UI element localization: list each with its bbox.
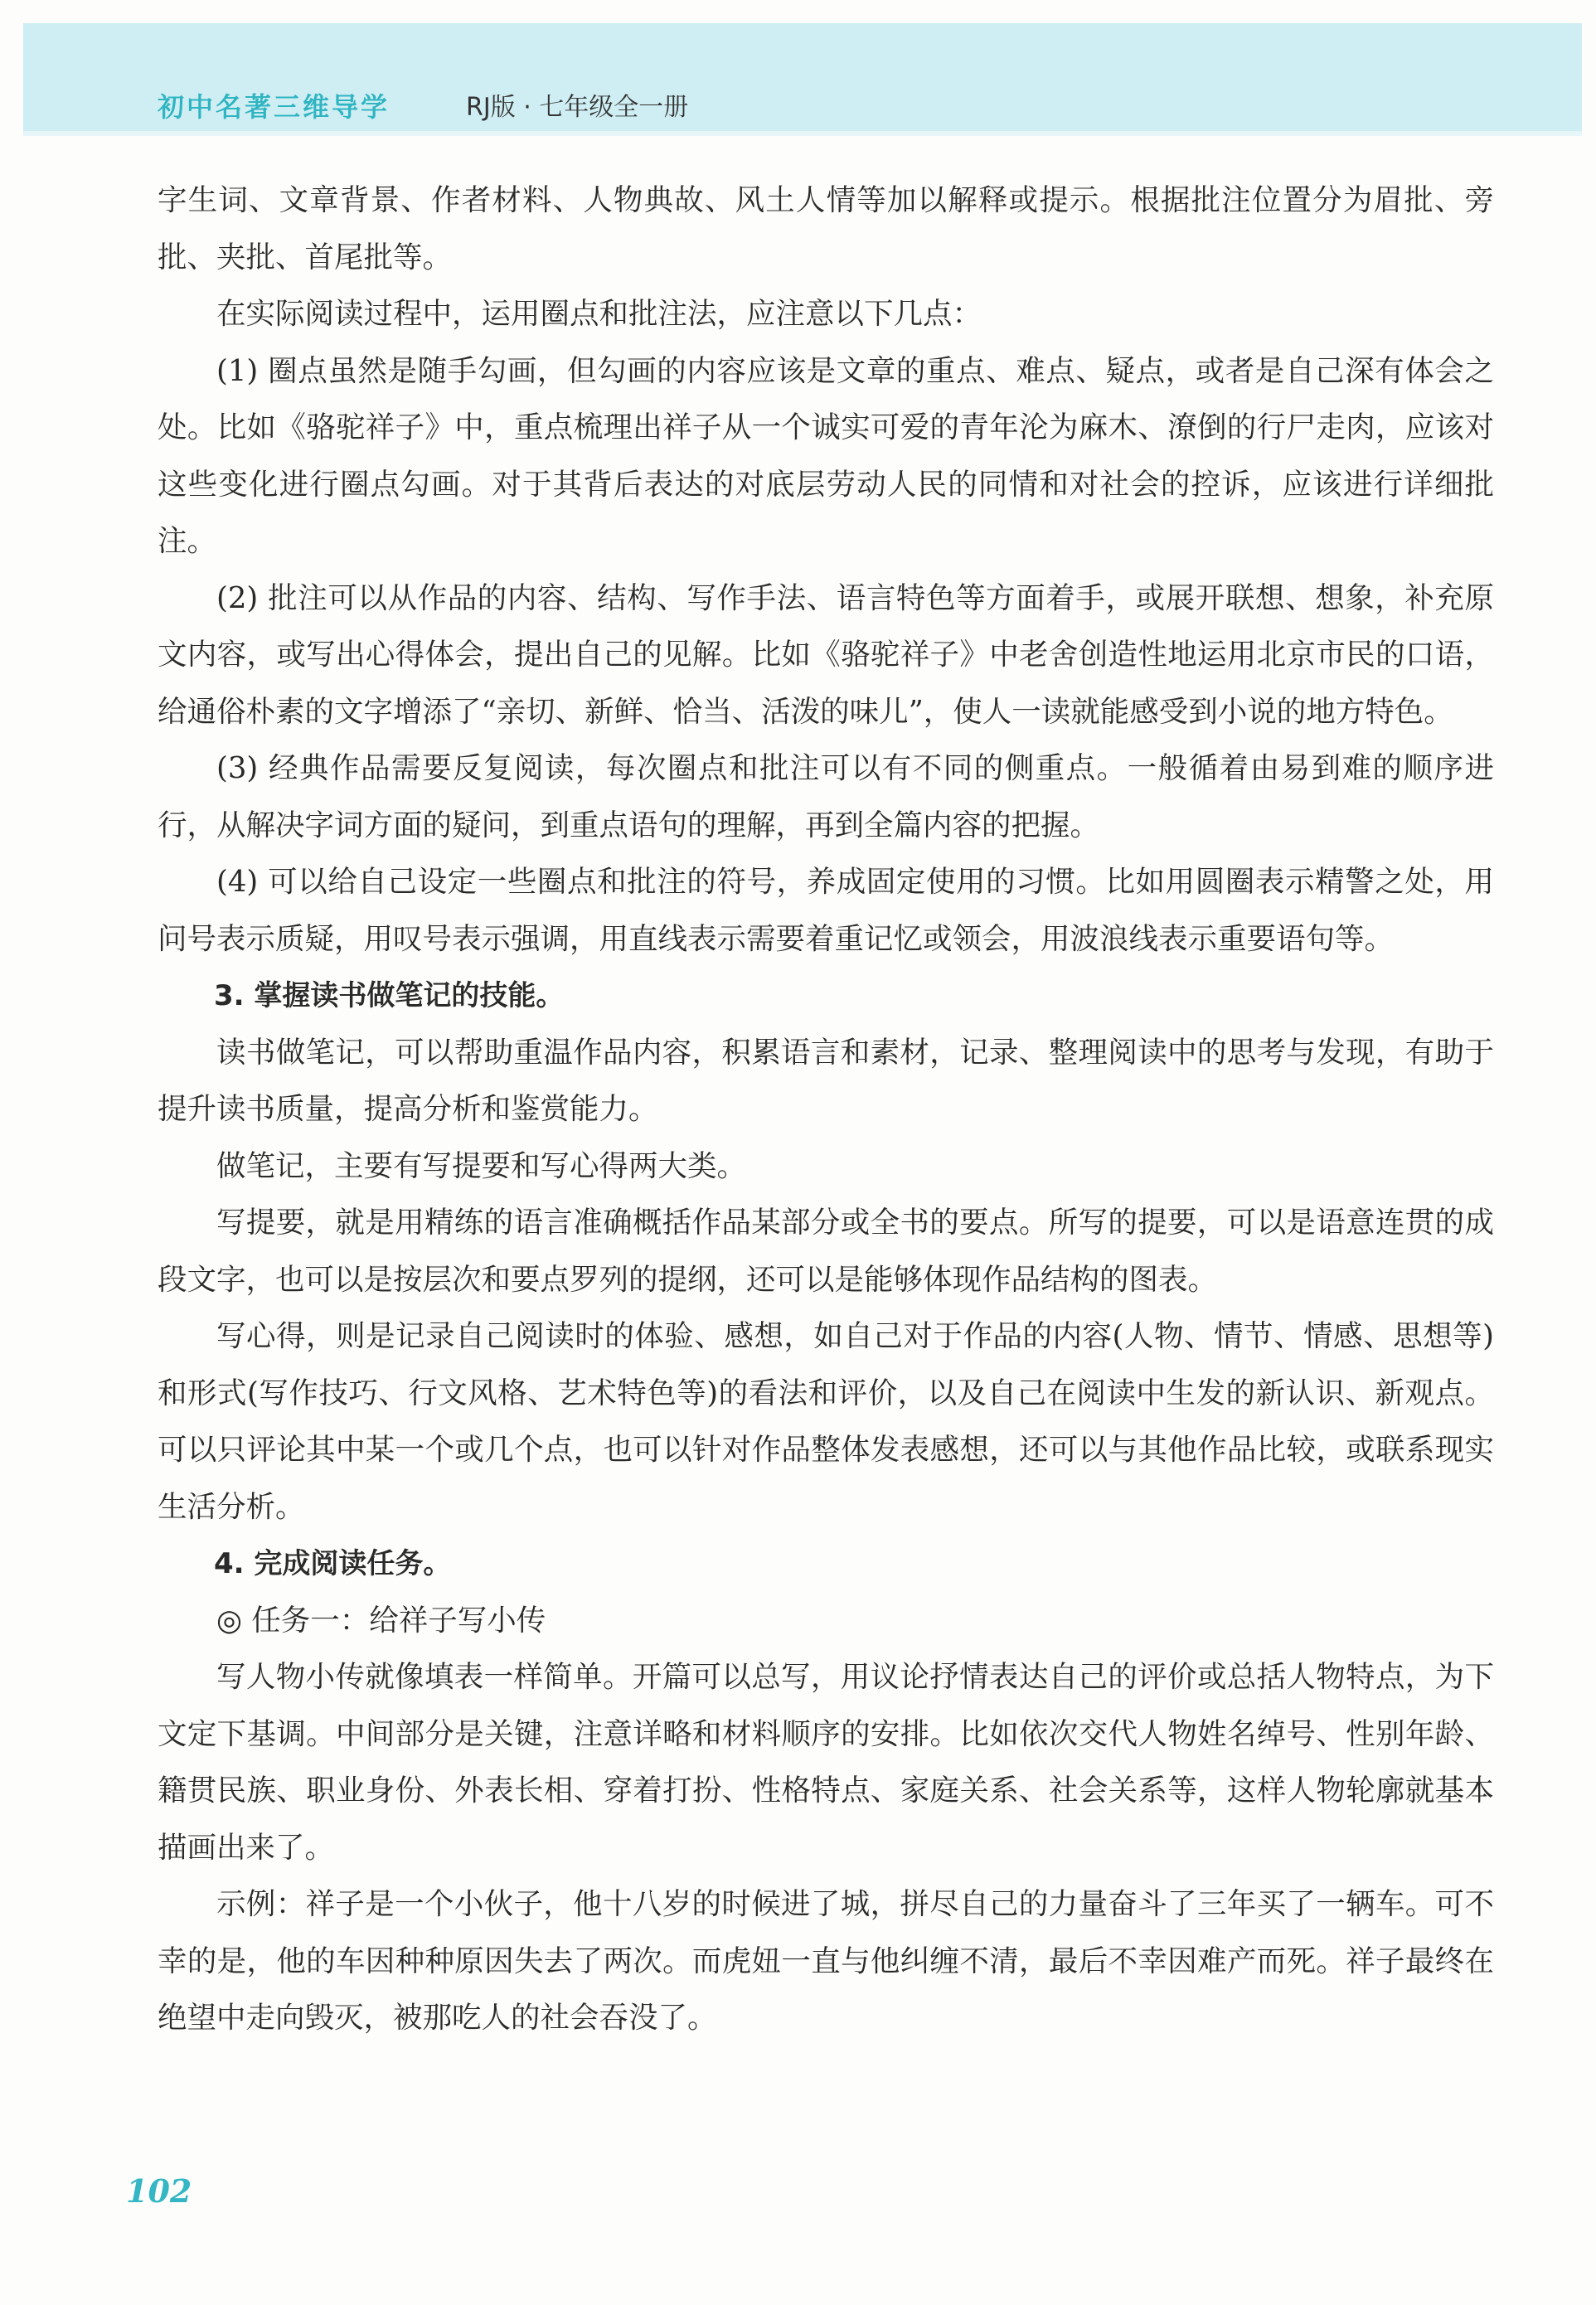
paragraph: 写提要，就是用精练的语言准确概括作品某部分或全书的要点。所写的提要，可以是语意连贯的成段文字，也可以是按层次和要点罗列的提纲，还可以是能够体现作品结构的图表。 xyxy=(158,1206,1494,1297)
paragraph: (4) 可以给自己设定一些圈点和批注的符号，养成固定使用的习惯。比如用圆圈表示精警之处，用问号表示质疑，用叹号表示强调，用直线表示需要着重记忆或领会，用波浪线表示重要语句等。 xyxy=(158,865,1494,956)
section-heading: 3. 掌握读书做笔记的技能。 xyxy=(214,979,565,1012)
paragraph: (1) 圈点虽然是随手勾画，但勾画的内容应该是文章的重点、难点、疑点，或者是自己深有体会之处。比如《骆驼祥子》中，重点梳理出祥子从一个诚实可爱的青年沦为麻木、潦倒的行尸走肉，应该对这些变化进行圈点勾画。对于其背后表达的对底层劳动人民的同情和对社会的控诉，应该进行详细批注。 xyxy=(158,353,1494,558)
task-heading: ◎ 任务一：给祥子写小传 xyxy=(216,1603,546,1638)
paragraph: 写人物小传就像填表一样简单。开篇可以总写，用议论抒情表达自己的评价或总括人物特点，为下文定下基调。中间部分是关键，注意详略和材料顺序的安排。比如依次交代人物姓名绰号、性别年龄、籍贯民族、职业身份、外表长相、穿着打扮、性格特点、家庭关系、社会关系等，这样人物轮廓就基本描画出来了。 xyxy=(158,1660,1494,1865)
paragraph: (3) 经典作品需要反复阅读，每次圈点和批注可以有不同的侧重点。一般循着由易到难的顺序进行，从解决字词方面的疑问，到重点语句的理解，再到全篇内容的把握。 xyxy=(158,751,1494,842)
paragraph: 读书做笔记，可以帮助重温作品内容，积累语言和素材，记录、整理阅读中的思考与发现，有助于提升读书质量，提高分析和鉴赏能力。 xyxy=(158,1035,1494,1126)
paragraph: (2) 批注可以从作品的内容、结构、写作手法、语言特色等方面着手，或展开联想、想象，补充原文内容，或写出心得体会，提出自己的见解。比如《骆驼祥子》中老舍创造性地运用北京市民的口语，给通俗朴素的文字增添了“亲切、新鲜、恰当、活泼的味儿”，使人一读就能感受到小说的地方特色。 xyxy=(158,580,1494,729)
paragraph: 写心得，则是记录自己阅读时的体验、感想，如自己对于作品的内容(人物、情节、情感、思想等)和形式(写作技巧、行文风格、艺术特色等)的看法和评价，以及自己在阅读中生发的新认识、新观点。可以只评论其中某一个或几个点，也可以针对作品整体发表感想，还可以与其他作品比较，或联系现实生活分析。 xyxy=(158,1319,1494,1524)
section-heading: 4. 完成阅读任务。 xyxy=(214,1547,452,1580)
paragraph: 在实际阅读过程中，运用圈点和批注法，应注意以下几点： xyxy=(216,297,982,331)
page-number: 102 xyxy=(126,2172,192,2210)
page-body xyxy=(158,172,1494,2047)
edition-label: RJ版 · 七年级全一册 xyxy=(466,93,689,122)
paragraph: 示例：祥子是一个小伙子，他十八岁的时候进了城，拼尽自己的力量奋斗了三年买了一辆车。可不幸的是，他的车因种种原因失去了两次。而虎妞一直与他纠缠不清，最后不幸因难产而死。祥子最终在绝望中走向毁灭，被那吃人的社会吞没了。 xyxy=(158,1887,1494,2035)
header-divider xyxy=(23,131,1582,136)
series-title: 初中名著三维导学 xyxy=(158,91,391,123)
paragraph: 字生词、文章背景、作者材料、人物典故、风土人情等加以解释或提示。根据批注位置分为眉批、旁批、夹批、首尾批等。 xyxy=(158,183,1494,274)
paragraph: 做笔记，主要有写提要和写心得两大类。 xyxy=(216,1148,747,1183)
